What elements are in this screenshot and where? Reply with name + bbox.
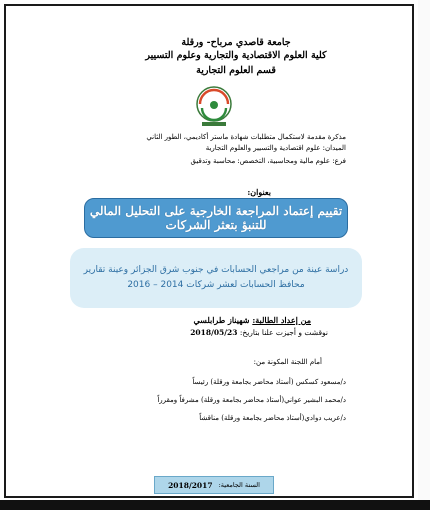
faculty-name: كلية العلوم الاقتصادية والتجارية وعلوم التسيير [145,50,327,61]
committee-member-chair: د/مسعود كسكس (أستاذ محاضر بجامعة ورقلة) رئيساً [192,378,346,386]
committee-member-supervisor: د/محمد البشير عواني(أستاذ محاضر بجامعة ورقلة) مشرفاً ومقرراً [157,396,346,404]
university-name: جامعة قاصدي مرباح- ورقلة [181,37,291,48]
subtitle-line-2: محافظ الحسابات لعشر شركات 2014 – 2016 [127,280,305,290]
defense-date: 2018/05/23 [190,328,238,337]
field-line: الميدان: علوم اقتصادية والتسيير والعلوم التجارية [205,144,346,152]
committee-member-examiner: د/عريب دوادي(أستاذ محاضر بجامعة ورقلة) مناقشاً [199,414,346,422]
thesis-type: مذكرة مقدمة لاستكمال متطلبات شهادة ماستر أكاديمي، الطور الثاني [146,133,346,141]
author-label: من إعداد الطالبة: [252,315,311,325]
university-seal-icon [192,84,236,130]
academic-year-box [154,476,274,494]
page-frame [4,4,414,498]
subtitle-line-1: دراسة عينة من مراجعي الحسابات في جنوب شرق الجزائر وعينة تقارير [83,265,349,275]
defense-line [190,328,328,337]
committee-heading: أمام اللجنة المكونة من: [253,358,322,366]
academic-year-label: السنة الجامعية: [218,481,260,489]
department-name: قسم العلوم التجارية [196,65,276,76]
subtitle-box [70,248,362,308]
bottom-edge [0,500,430,510]
title-label: بعنوان: [247,187,271,197]
right-margin [418,0,430,510]
author-line [194,315,311,325]
defense-label: نوقشت و أجيزت علنا بتاريخ: [239,328,328,337]
thesis-cover [6,6,416,500]
branch-line: فرع: علوم مالية ومحاسبية، التخصص: محاسبة وتدقيق [190,157,346,165]
title-box [84,198,348,238]
thesis-subtitle [70,263,362,293]
author-name: شهيناز طرابلسي [193,315,250,325]
thesis-title: تقييم إعتماد المراجعة الخارجية على التحليل المالي للتنبؤ بتعثر الشركات [89,204,343,232]
academic-year-value: 2018/2017 [168,480,213,490]
seal-side-lettering [235,88,245,118]
